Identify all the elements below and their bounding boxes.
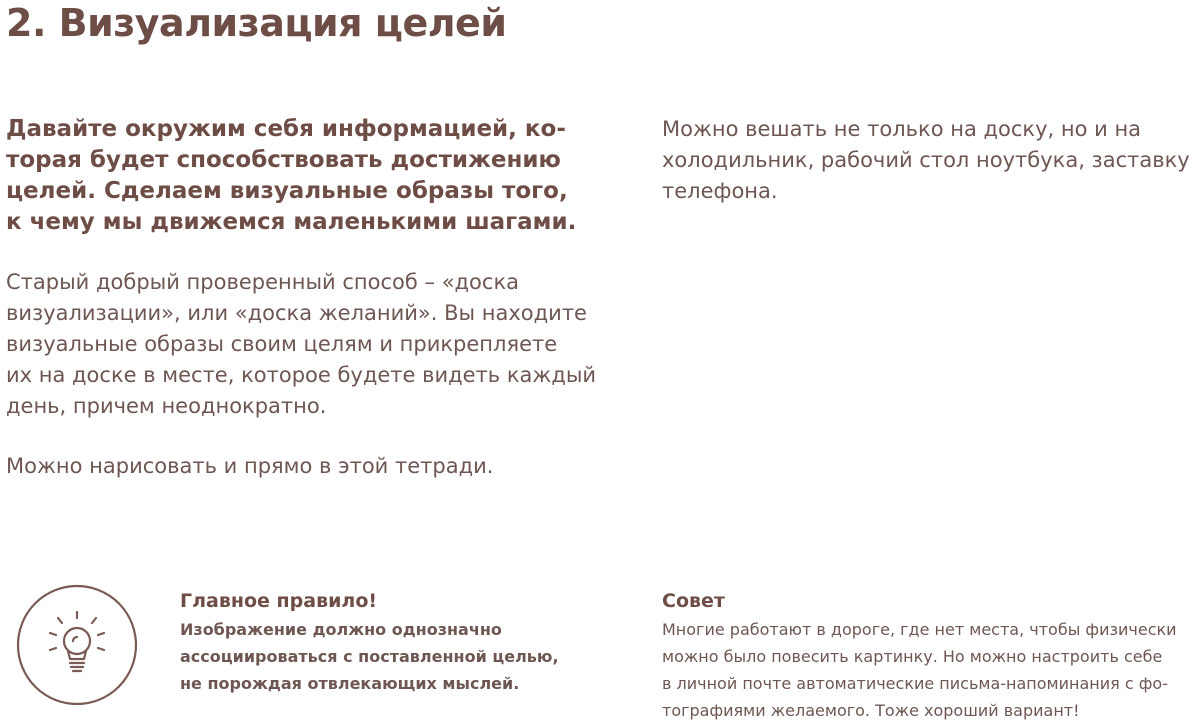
main-rule-line: не порождая отвлекающих мыслей. [180,674,520,693]
body-line: визуальные образы своим целям и прикрепляете [6,332,558,356]
lead-line: к чему мы движемся маленькими шагами. [6,209,577,235]
tip-title: Совет [662,590,725,612]
main-rule-callout [180,588,620,697]
body-paragraph-draw [6,451,576,482]
page-title: 2. Визуализация целей [6,1,507,45]
body-paragraph-vision-board [6,267,597,422]
lead-line: Давайте окружим себя информацией, ко- [6,116,566,142]
right-column-line: телефона. [662,179,778,203]
tip-text [662,616,1197,722]
body-line: Старый добрый проверенный способ – «доска [6,270,520,294]
body-line: их на доске в месте, которое будете видеть каждый [6,363,597,387]
lightbulb-icon [12,580,142,710]
main-rule-text [180,616,620,697]
tip-line: в личной почте автоматические письма-напоминания с фо- [662,674,1168,693]
main-rule-line: ассоциироваться с поставленной целью, [180,647,559,666]
main-rule-title: Главное правило! [180,590,378,612]
main-rule-line: Изображение должно однозначно [180,620,502,639]
tip-line: можно было повесить картинку. Но можно настроить себе [662,647,1163,666]
lead-line: торая будет способствовать достижению [6,147,561,173]
right-column-line: холодильник, рабочий стол ноутбука, заставку [662,148,1190,172]
body-line: Можно нарисовать и прямо в этой тетради. [6,454,494,478]
lead-paragraph [6,114,577,238]
tip-line: тографиями желаемого. Тоже хороший вариант! [662,701,1080,720]
body-line: визуализации», или «доска желаний». Вы находите [6,301,587,325]
lead-line: целей. Сделаем визуальные образы того, [6,178,568,204]
body-line: день, причем неоднократно. [6,394,327,418]
tip-callout [662,588,1197,722]
tip-line: Многие работают в дороге, где нет места, чтобы физически [662,620,1177,639]
right-column-line: Можно вешать не только на доску, но и на [662,117,1142,141]
right-column-paragraph [662,114,1192,207]
